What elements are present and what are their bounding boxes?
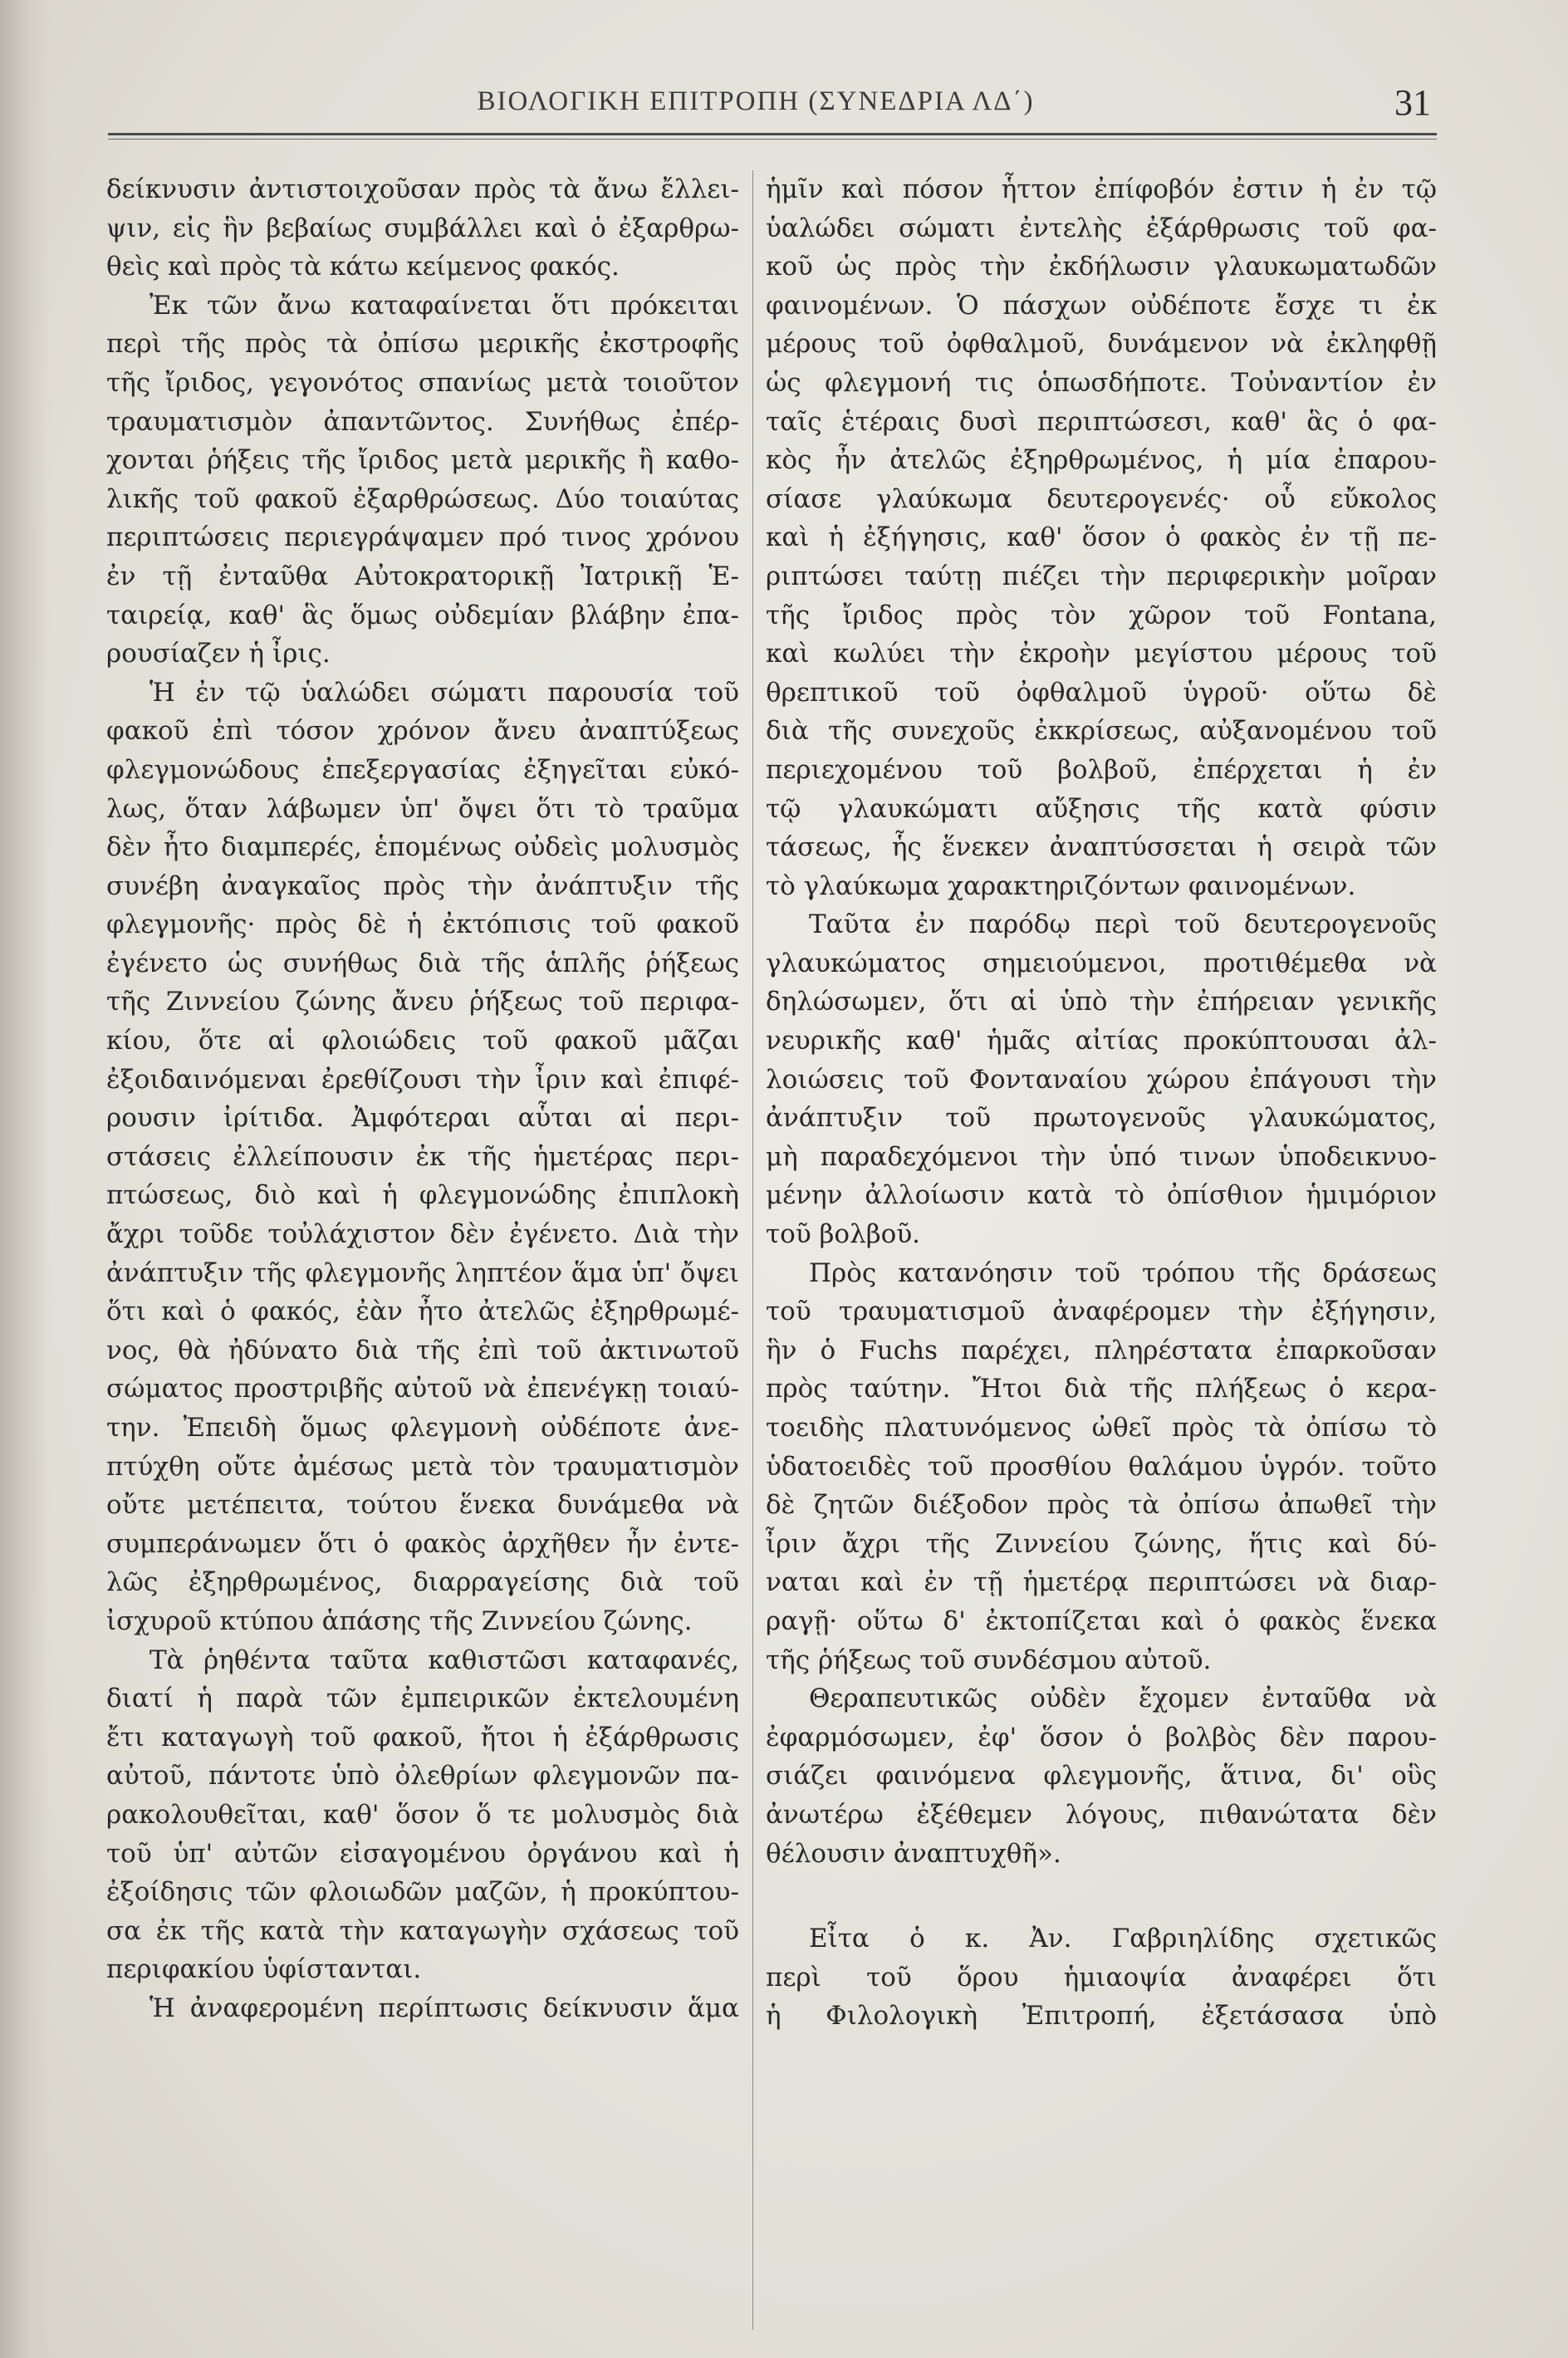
text-line: νος, θὰ ἠδύνατο διὰ τῆς ἐπὶ τοῦ ἀκτινωτοῦ (106, 1335, 739, 1365)
text-line: ὑδατοειδὲς τοῦ προσθίου θαλάμου ὑγρόν. τοῦτο (766, 1451, 1437, 1482)
header-rule (108, 133, 1437, 135)
text-line: τῆς ἴριδος, γεγονότος σπανίως μετὰ τοιοῦτον (106, 367, 739, 398)
text-line: ἰσχυροῦ κτύπου ἁπάσης τῆς Ζιννείου ζώνης. (106, 1605, 693, 1636)
text-line: ἣν ὁ Fuchs παρέχει, πληρέστατα ἐπαρκοῦσαν (766, 1335, 1437, 1365)
column-divider (752, 170, 753, 2330)
text-line: ἄχρι τοῦδε τοὐλάχιστον δὲν ἐγένετο. Διὰ τὴν (106, 1219, 739, 1250)
text-line: λοιώσεις τοῦ Φονταναίου χώρου ἐπάγουσι τὴν (766, 1064, 1437, 1095)
text-line: ὡς φλεγμονή τις ὁπωσδήποτε. Τοὐναντίον ἐν (766, 367, 1437, 398)
text-line: Θεραπευτικῶς οὐδὲν ἔχομεν ἐνταῦθα νὰ (809, 1684, 1437, 1714)
header-rule-thin (108, 139, 1437, 140)
text-line: τοῦ βολβοῦ. (766, 1219, 921, 1250)
text-line: φαινομένων. Ὁ πάσχων οὐδέποτε ἔσχε τι ἐκ (766, 290, 1437, 321)
text-line: θρεπτικοῦ τοῦ ὀφθαλμοῦ ὑγροῦ· οὕτω δὲ (766, 677, 1437, 708)
text-line: κὸς ἦν ἀτελῶς ἐξηρθρωμένος, ἡ μία ἐπαρου- (766, 445, 1437, 476)
text-line: νευρικῆς καθ' ἡμᾶς αἰτίας προκύπτουσαι ἀλ- (766, 1026, 1437, 1056)
text-line: πρὸς ταύτην. Ἤτοι διὰ τῆς πλήξεως ὁ κερα- (766, 1374, 1437, 1405)
text-line: τάσεως, ἧς ἕνεκεν ἀναπτύσσεται ἡ σειρὰ τῶν (766, 832, 1437, 863)
text-line: λως, ὅταν λάβωμεν ὑπ' ὄψει ὅτι τὸ τραῦμα (106, 793, 739, 824)
text-line: φλεγμονώδους ἐπεξεργασίας ἐξηγεῖται εὐκό- (106, 754, 739, 785)
text-line: λῶς ἐξηρθρωμένος, διαρραγείσης διὰ τοῦ (106, 1567, 739, 1598)
text-line: πτώσεως, διὸ καὶ ἡ φλεγμονώδης ἐπιπλοκὴ (106, 1180, 739, 1211)
text-line: αὐτοῦ, πάντοτε ὑπὸ ὀλεθρίων φλεγμονῶν πα- (106, 1761, 739, 1792)
text-line: ρακολουθεῖται, καθ' ὅσον ὅ τε μολυσμὸς διὰ (106, 1799, 739, 1830)
page-number: 31 (1394, 82, 1431, 123)
text-line: χονται ῥήξεις τῆς ἴριδος μετὰ μερικῆς ἢ καθο- (106, 445, 739, 476)
text-line: τραυματισμὸν ἀπαντῶντος. Συνήθως ἐπέρ- (106, 406, 739, 437)
text-line: ψιν, εἰς ἣν βεβαίως συμβάλλει καὶ ὁ ἐξαρθρω- (106, 213, 739, 243)
text-line: φακοῦ ἐπὶ τόσον χρόνον ἄνευ ἀναπτύξεως (106, 716, 739, 747)
text-line: κοῦ ὡς πρὸς τὴν ἐκδήλωσιν γλαυκωματωδῶν (766, 252, 1437, 282)
text-line: ἀνάπτυξιν τῆς φλεγμονῆς ληπτέον ἅμα ὑπ' ὄψει (106, 1257, 739, 1288)
page-spine-shadow (0, 0, 50, 2358)
text-line: σώματος προστριβῆς αὐτοῦ νὰ ἐπενέγκῃ τοιαύ- (106, 1374, 739, 1405)
text-line: ἐξοιδαινόμεναι ἐρεθίζουσι τὴν ἶριν καὶ ἐπιφέ- (106, 1064, 739, 1095)
text-line: ἡμῖν καὶ πόσον ἧττον ἐπίφοβόν ἐστιν ἡ ἐν τῷ (766, 174, 1437, 204)
text-line: ραγῇ· οὕτω δ' ἐκτοπίζεται καὶ ὁ φακὸς ἕνεκα (766, 1605, 1437, 1636)
right-column (766, 170, 1437, 2036)
text-line: Ἡ ἀναφερομένη περίπτωσις δείκνυσιν ἅμα (149, 1993, 739, 2023)
text-line: σιάζει φαινόμενα φλεγμονῆς, ἅτινα, δι' οὓς (766, 1761, 1437, 1792)
text-line: ρουσίαζεν ἡ ἶρις. (106, 639, 331, 669)
text-line: λικῆς τοῦ φακοῦ ἐξαρθρώσεως. Δύο τοιαύτας (106, 483, 739, 514)
text-line: καὶ κωλύει τὴν ἐκροὴν μεγίστου μέρους τοῦ (766, 639, 1437, 669)
text-line: μέρους τοῦ ὀφθαλμοῦ, δυνάμενον νὰ ἐκληφθῇ (766, 329, 1437, 360)
text-line: τοῦ τραυματισμοῦ ἀναφέρομεν τὴν ἐξήγησιν, (766, 1297, 1437, 1327)
text-line: στάσεις ἐλλείπουσιν ἐκ τῆς ἡμετέρας περι- (106, 1141, 739, 1172)
text-line: ἐν τῇ ἐνταῦθα Αὐτοκρατορικῇ Ἰατρικῇ Ἑ- (106, 561, 739, 591)
text-line: ἀνωτέρω ἐξέθεμεν λόγους, πιθανώτατα δὲν (766, 1799, 1437, 1830)
text-line: την. Ἐπειδὴ ὅμως φλεγμονὴ οὐδέποτε ἀνε- (106, 1413, 739, 1443)
text-line: ἀνάπτυξιν τοῦ πρωτογενοῦς γλαυκώματος, (766, 1103, 1437, 1134)
text-line: φλεγμονῆς· πρὸς δὲ ἡ ἐκτόπισις τοῦ φακοῦ (106, 909, 739, 940)
text-line: διὰ τῆς συνεχοῦς ἐκκρίσεως, αὐξανομένου τοῦ (766, 716, 1437, 747)
text-line: Εἶτα ὁ κ. Ἀν. Γαβριηλίδης σχετικῶς (809, 1924, 1437, 1954)
text-line: συμπεράνωμεν ὅτι ὁ φακὸς ἀρχῆθεν ἦν ἐντε- (106, 1528, 739, 1559)
text-line: σίασε γλαύκωμα δευτερογενές· οὗ εὔκολος (766, 483, 1437, 514)
text-line: δὲ ζητῶν διέξοδον πρὸς τὰ ὀπίσω ἀπωθεῖ τὴν (766, 1490, 1437, 1521)
text-line: περὶ τῆς πρὸς τὰ ὀπίσω μερικῆς ἐκστροφῆς (106, 329, 739, 360)
text-line: ναται καὶ ἐν τῇ ἡμετέρᾳ περιπτώσει νὰ διαρ- (766, 1567, 1437, 1598)
text-line: περιφακίου ὑφίστανται. (106, 1954, 422, 1985)
text-line: οὔτε μετέπειτα, τούτου ἕνεκα δυνάμεθα νὰ (106, 1490, 739, 1521)
text-line: ἡ Φιλολογικὴ Ἐπιτροπή, ἐξετάσασα ὑπὸ (766, 2001, 1437, 2032)
text-line: δείκνυσιν ἀντιστοιχοῦσαν πρὸς τὰ ἄνω ἔλλει- (106, 174, 739, 204)
text-line: ἔτι καταγωγὴ τοῦ φακοῦ, ἤτοι ἡ ἐξάρθρωσις (106, 1722, 739, 1753)
text-line: θεὶς καὶ πρὸς τὰ κάτω κείμενος φακός. (106, 252, 620, 282)
text-line: ἐγένετο ὡς συνήθως διὰ τῆς ἁπλῆς ῥήξεως (106, 948, 739, 978)
text-line: ὑαλώδει σώματι ἐντελὴς ἐξάρθρωσις τοῦ φα- (766, 213, 1437, 243)
text-line: ἶριν ἄχρι τῆς Ζιννείου ζώνης, ἥτις καὶ δύ- (766, 1528, 1437, 1559)
text-line: ταιρείᾳ, καθ' ἃς ὅμως οὐδεμίαν βλάβην ἐπα- (106, 600, 739, 630)
text-line: ὅτι καὶ ὁ φακός, ἐὰν ἦτο ἀτελῶς ἐξηρθρωμέ- (106, 1297, 739, 1327)
text-line: μένην ἀλλοίωσιν κατὰ τὸ ὀπίσθιον ἡμιμόριον (766, 1180, 1437, 1211)
text-line: ἐξοίδησις τῶν φλοιωδῶν μαζῶν, ἡ προκύπτου- (106, 1877, 739, 1908)
text-line: σα ἐκ τῆς κατὰ τὴν καταγωγὴν σχάσεως τοῦ (106, 1915, 739, 1946)
text-line: ταῖς ἑτέραις δυσὶ περιπτώσεσι, καθ' ἃς ὁ φα- (766, 406, 1437, 437)
text-line: περιπτώσεις περιεγράψαμεν πρό τινος χρόνου (106, 522, 739, 553)
text-line: Ἡ ἐν τῷ ὑαλώδει σώματι παρουσία τοῦ (149, 677, 739, 708)
text-line: τῆς Ζιννείου ζώνης ἄνευ ῥήξεως τοῦ περιφα- (106, 987, 739, 1017)
text-line: μὴ παραδεχόμενοι τὴν ὑπό τινων ὑποδεικνυο- (766, 1141, 1437, 1172)
text-line: διατί ἡ παρὰ τῶν ἐμπειρικῶν ἐκτελουμένη (106, 1684, 739, 1714)
text-line: περιεχομένου τοῦ βολβοῦ, ἐπέρχεται ἡ ἐν (766, 754, 1437, 785)
text-line: ἐφαρμόσωμεν, ἐφ' ὅσον ὁ βολβὸς δὲν παρου- (766, 1722, 1437, 1753)
text-line: τῷ γλαυκώματι αὔξησις τῆς κατὰ φύσιν (766, 793, 1437, 824)
text-line: τοῦ ὑπ' αὐτῶν εἰσαγομένου ὀργάνου καὶ ἡ (106, 1838, 739, 1869)
text-line: τοειδὴς πλατυνόμενος ὠθεῖ πρὸς τὰ ὀπίσω τὸ (766, 1413, 1437, 1443)
text-line: κίου, ὅτε αἱ φλοιώδεις τοῦ φακοῦ μᾶζαι (106, 1026, 739, 1056)
text-line: δηλώσωμεν, ὅτι αἱ ὑπὸ τὴν ἐπήρειαν γενικῆς (766, 987, 1437, 1017)
text-line: τῆς ῥήξεως τοῦ συνδέσμου αὐτοῦ. (766, 1645, 1212, 1675)
text-line: Πρὸς κατανόησιν τοῦ τρόπου τῆς δράσεως (809, 1257, 1437, 1288)
text-line: τῆς ἴριδος πρὸς τὸν χῶρον τοῦ Fontana, (766, 600, 1437, 630)
text-line: ρουσιν ἰρίτιδα. Ἀμφότεραι αὗται αἱ περι- (106, 1103, 739, 1134)
text-line: περὶ τοῦ ὅρου ἡμιαοψία ἀναφέρει ὅτι (766, 1962, 1437, 1993)
text-line: Ἐκ τῶν ἄνω καταφαίνεται ὅτι πρόκειται (149, 290, 739, 321)
text-line: Ταῦτα ἐν παρόδῳ περὶ τοῦ δευτερογενοῦς (809, 909, 1437, 940)
text-line: συνέβη ἀναγκαῖος πρὸς τὴν ἀνάπτυξιν τῆς (106, 870, 739, 901)
text-line: γλαυκώματος σημειούμενοι, προτιθέμεθα νὰ (766, 948, 1437, 978)
text-line: τὸ γλαύκωμα χαρακτηριζόντων φαινομένων. (766, 870, 1356, 901)
text-line: Τὰ ῥηθέντα ταῦτα καθιστῶσι καταφανές, (149, 1645, 739, 1675)
text-line: δὲν ἦτο διαμπερές, ἑπομένως οὐδεὶς μολυσμὸς (106, 832, 739, 863)
text-line: πτύχθη οὔτε ἀμέσως μετὰ τὸν τραυματισμὸν (106, 1451, 739, 1482)
left-column (106, 170, 739, 2028)
text-line: ριπτώσει ταύτῃ πιέζει τὴν περιφερικὴν μοῖραν (766, 561, 1437, 591)
text-line: θέλουσιν ἀναπτυχθῆ». (766, 1838, 1061, 1869)
text-line: καὶ ἡ ἐξήγησις, καθ' ὅσον ὁ φακὸς ἐν τῇ πε- (766, 522, 1437, 553)
running-head: ΒΙΟΛΟΓΙΚΗ ΕΠΙΤΡΟΠΗ (ΣΥΝΕΔΡΙΑ ΛΔ΄) (477, 86, 1035, 116)
